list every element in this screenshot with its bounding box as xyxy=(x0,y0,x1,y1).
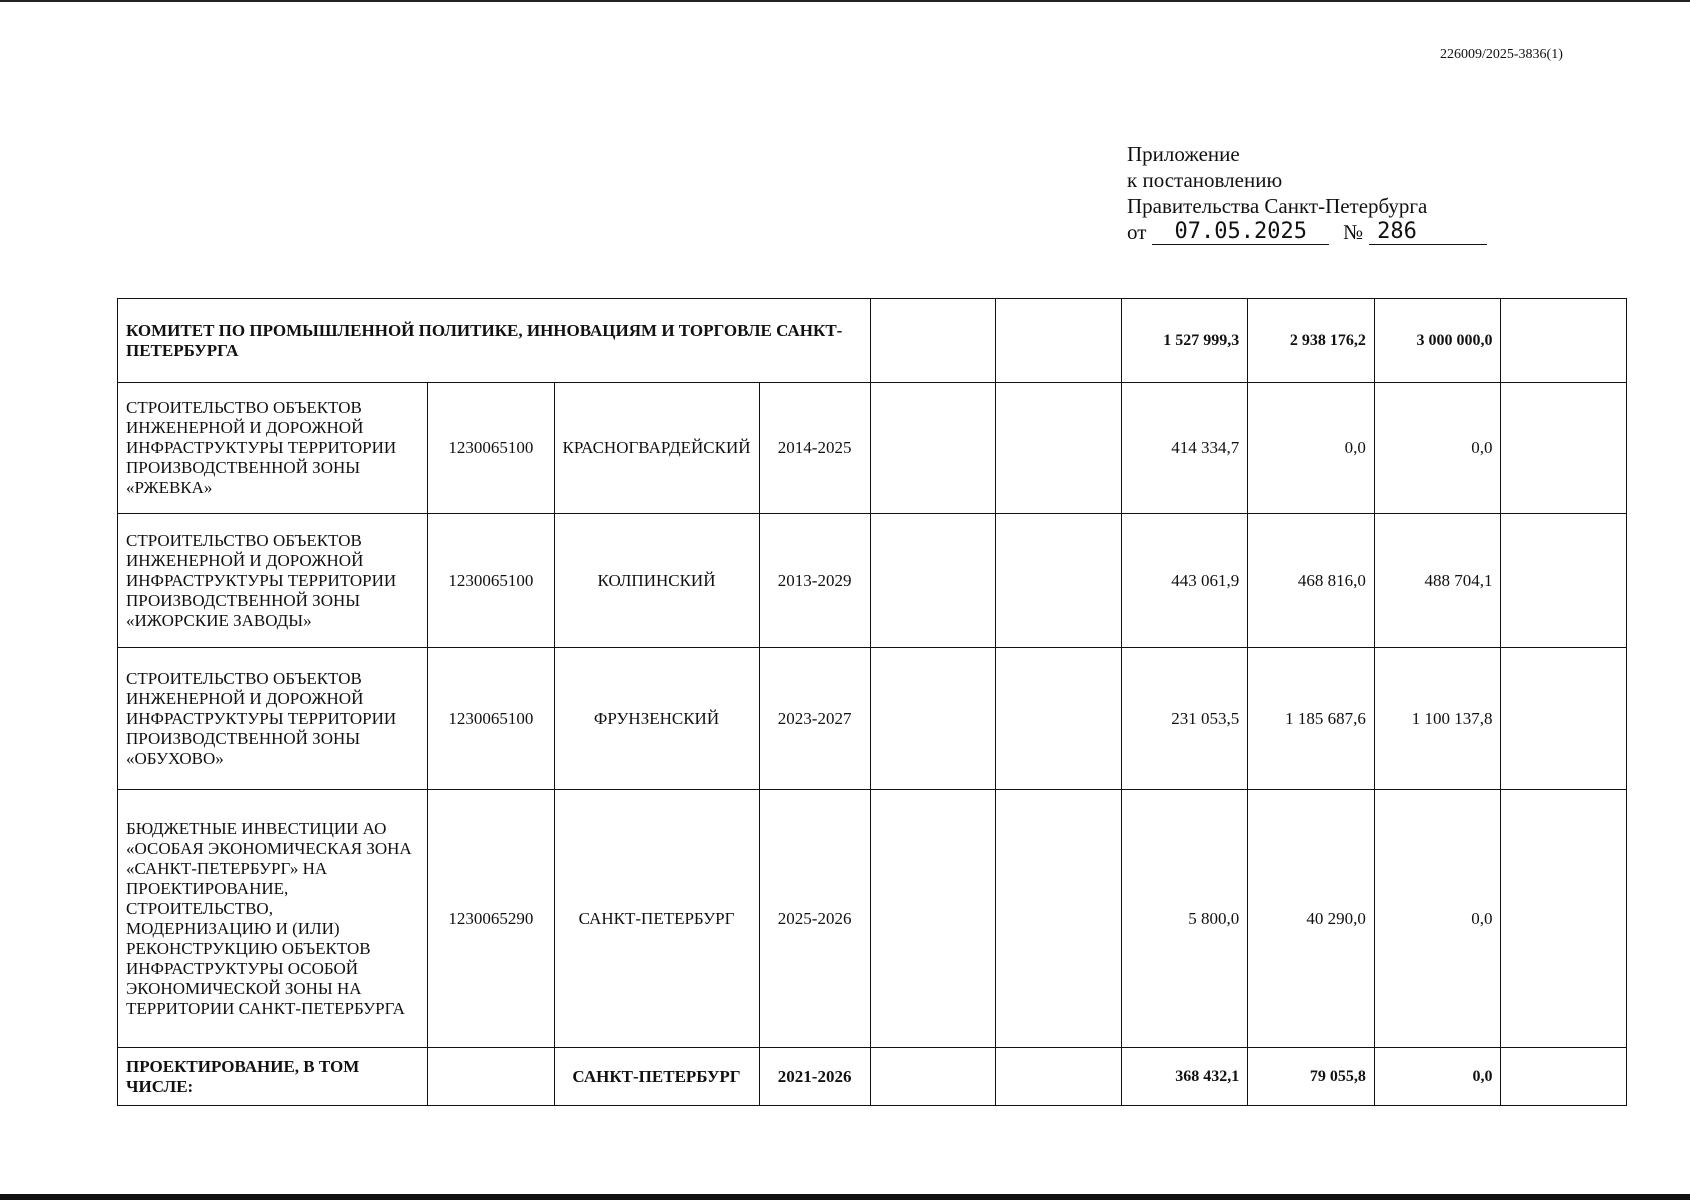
table-cell-empty xyxy=(996,299,1121,383)
top-scan-edge xyxy=(0,0,1690,2)
amount-1: 5 800,0 xyxy=(1121,790,1248,1048)
district: САНКТ-ПЕТЕРБУРГ xyxy=(554,790,759,1048)
appendix-title: Приложение xyxy=(1127,142,1240,166)
appendix-authority: Правительства Санкт-Петербурга xyxy=(1127,194,1428,218)
table-cell-empty xyxy=(870,383,995,514)
period: 2025-2026 xyxy=(759,790,870,1048)
budget-code: 1230065290 xyxy=(428,790,554,1048)
total-name: ПРОЕКТИРОВАНИЕ, В ТОМ ЧИСЛЕ: xyxy=(118,1048,428,1106)
number-prefix: № xyxy=(1343,220,1364,244)
district: ФРУНЗЕНСКИЙ xyxy=(554,648,759,790)
total-amount-3: 0,0 xyxy=(1374,1048,1501,1106)
appendix-block xyxy=(1127,141,1487,245)
table-row xyxy=(118,790,1627,1048)
resolution-date: 07.05.2025 xyxy=(1152,220,1329,245)
table-cell-empty xyxy=(1501,383,1627,514)
amount-1: 414 334,7 xyxy=(1121,383,1248,514)
table-row xyxy=(118,648,1627,790)
amount-2: 40 290,0 xyxy=(1248,790,1375,1048)
table-cell-empty xyxy=(996,514,1121,648)
total-amount-2: 79 055,8 xyxy=(1248,1048,1375,1106)
table-cell-empty xyxy=(1501,299,1627,383)
budget-table xyxy=(117,298,1627,1106)
object-name: СТРОИТЕЛЬСТВО ОБЪЕКТОВ ИНЖЕНЕРНОЙ И ДОРОЖНОЙ ИНФРАСТРУКТУРЫ ТЕРРИТОРИИ ПРОИЗВОДСТВЕННОЙ ЗОНЫ «ИЖОРСКИЕ ЗАВОДЫ» xyxy=(118,514,428,648)
resolution-number: 286 xyxy=(1369,220,1487,245)
table-cell-empty xyxy=(870,514,995,648)
committee-amount-1: 1 527 999,3 xyxy=(1121,299,1248,383)
object-name: СТРОИТЕЛЬСТВО ОБЪЕКТОВ ИНЖЕНЕРНОЙ И ДОРОЖНОЙ ИНФРАСТРУКТУРЫ ТЕРРИТОРИИ ПРОИЗВОДСТВЕННОЙ ЗОНЫ «ОБУХОВО» xyxy=(118,648,428,790)
bottom-scan-edge xyxy=(0,1194,1690,1200)
table-cell-empty xyxy=(870,790,995,1048)
amount-3: 1 100 137,8 xyxy=(1374,648,1501,790)
table-row xyxy=(118,383,1627,514)
table-row-total xyxy=(118,1048,1627,1106)
table-row xyxy=(118,514,1627,648)
district: КОЛПИНСКИЙ xyxy=(554,514,759,648)
table-cell-empty xyxy=(996,383,1121,514)
period: 2014-2025 xyxy=(759,383,870,514)
document-id: 226009/2025-3836(1) xyxy=(1440,47,1563,62)
amount-2: 0,0 xyxy=(1248,383,1375,514)
table-cell-empty xyxy=(1501,790,1627,1048)
committee-amount-2: 2 938 176,2 xyxy=(1248,299,1375,383)
amount-3: 488 704,1 xyxy=(1374,514,1501,648)
amount-3: 0,0 xyxy=(1374,790,1501,1048)
period: 2023-2027 xyxy=(759,648,870,790)
table-cell-empty xyxy=(996,648,1121,790)
object-name: СТРОИТЕЛЬСТВО ОБЪЕКТОВ ИНЖЕНЕРНОЙ И ДОРОЖНОЙ ИНФРАСТРУКТУРЫ ТЕРРИТОРИИ ПРОИЗВОДСТВЕННОЙ ЗОНЫ «РЖЕВКА» xyxy=(118,383,428,514)
table-cell-empty xyxy=(996,790,1121,1048)
amount-1: 443 061,9 xyxy=(1121,514,1248,648)
object-name: БЮДЖЕТНЫЕ ИНВЕСТИЦИИ АО «ОСОБАЯ ЭКОНОМИЧЕСКАЯ ЗОНА «САНКТ-ПЕТЕРБУРГ» НА ПРОЕКТИРОВАНИЕ, СТРОИТЕЛЬСТВО, МОДЕРНИЗАЦИЮ И (ИЛИ) РЕКОНСТРУКЦИЮ ОБЪЕКТОВ ИНФРАСТРУКТУРЫ ОСОБОЙ ЭКОНОМИЧЕСКОЙ ЗОНЫ НА ТЕРРИТОРИИ САНКТ-ПЕТЕРБУРГА xyxy=(118,790,428,1048)
total-district: САНКТ-ПЕТЕРБУРГ xyxy=(554,1048,759,1106)
appendix-subtitle: к постановлению xyxy=(1127,168,1283,192)
committee-amount-3: 3 000 000,0 xyxy=(1374,299,1501,383)
table-cell-empty xyxy=(428,1048,554,1106)
table-row-committee xyxy=(118,299,1627,383)
period: 2013-2029 xyxy=(759,514,870,648)
budget-code: 1230065100 xyxy=(428,648,554,790)
district: КРАСНОГВАРДЕЙСКИЙ xyxy=(554,383,759,514)
table-cell-empty xyxy=(1501,1048,1627,1106)
table-cell-empty xyxy=(996,1048,1121,1106)
total-amount-1: 368 432,1 xyxy=(1121,1048,1248,1106)
budget-code: 1230065100 xyxy=(428,383,554,514)
table-cell-empty xyxy=(870,299,995,383)
amount-1: 231 053,5 xyxy=(1121,648,1248,790)
amount-2: 468 816,0 xyxy=(1248,514,1375,648)
committee-name: КОМИТЕТ ПО ПРОМЫШЛЕННОЙ ПОЛИТИКЕ, ИННОВАЦИЯМ И ТОРГОВЛЕ САНКТ-ПЕТЕРБУРГА xyxy=(118,299,871,383)
table-cell-empty xyxy=(1501,514,1627,648)
table-cell-empty xyxy=(870,1048,995,1106)
date-prefix: от xyxy=(1127,220,1147,244)
amount-3: 0,0 xyxy=(1374,383,1501,514)
budget-code: 1230065100 xyxy=(428,514,554,648)
appendix-date-line xyxy=(1127,219,1487,245)
table-cell-empty xyxy=(1501,648,1627,790)
total-period: 2021-2026 xyxy=(759,1048,870,1106)
amount-2: 1 185 687,6 xyxy=(1248,648,1375,790)
table-cell-empty xyxy=(870,648,995,790)
